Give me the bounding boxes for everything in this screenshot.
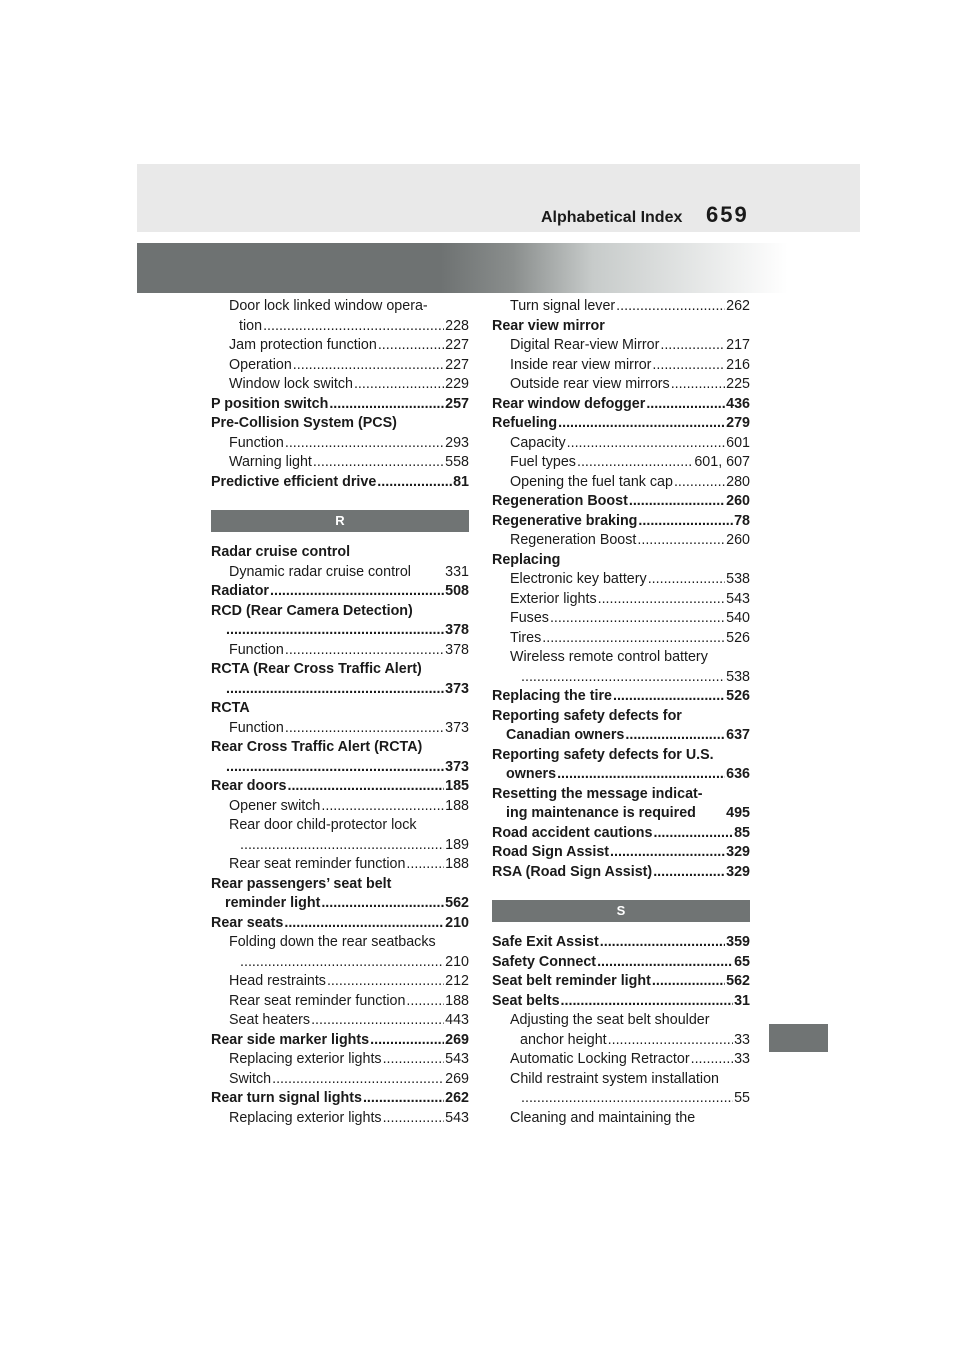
entry-text: Regeneration Boost [492, 493, 628, 509]
index-entry [211, 660, 469, 699]
index-entry [211, 395, 469, 415]
leader-dots [284, 914, 444, 934]
index-subentry [492, 590, 750, 610]
entry-text: Door lock linked window opera- [229, 298, 428, 314]
leader-dots [226, 758, 444, 778]
entry-text: Window lock switch [229, 376, 353, 392]
leader-dots [610, 843, 725, 863]
index-subentry [492, 648, 750, 687]
index-entry [492, 512, 750, 532]
leader-dots [542, 629, 725, 649]
page-ref[interactable]: 540 [726, 610, 750, 626]
entry-text: Adjusting the seat belt shoulder [510, 1012, 710, 1028]
index-entry [211, 414, 469, 434]
page-ref[interactable]: 637 [726, 727, 750, 743]
leader-dots [378, 336, 444, 356]
page-ref[interactable]: 538 [726, 668, 750, 685]
index-entry [492, 395, 750, 415]
index-entry [492, 707, 750, 746]
leader-dots [285, 719, 444, 739]
section-header-s: S [492, 900, 750, 922]
entry-text: Switch [229, 1070, 272, 1087]
index-entry [492, 953, 750, 973]
page-ref[interactable]: 280 [726, 473, 750, 490]
index-entry [211, 602, 469, 641]
page-ref[interactable]: 269 [445, 1031, 469, 1048]
entry-text: Tires [510, 629, 542, 646]
entry-text: Outside rear view mirrors [510, 376, 670, 392]
page-ref[interactable]: 229 [445, 376, 469, 392]
page-ref[interactable]: 257 [445, 395, 469, 412]
index-subentry [492, 609, 750, 629]
index-entry [492, 746, 750, 785]
leader-dots [383, 1109, 445, 1129]
index-entry [211, 875, 469, 914]
index-entry [211, 473, 469, 493]
page-ref[interactable]: 538 [726, 571, 750, 587]
page-ref[interactable]: 210 [445, 953, 469, 970]
leader-dots [629, 492, 725, 512]
index-entry [492, 414, 750, 434]
entry-text: Opener switch [229, 797, 321, 814]
page-ref[interactable]: 262 [445, 1090, 469, 1106]
entry-text: Operation [229, 356, 292, 373]
page-ref[interactable]: 81 [453, 473, 469, 490]
entry-text: ing maintenance is required [506, 805, 696, 821]
index-subentry [211, 563, 469, 583]
index-subentry [492, 1011, 750, 1050]
entry-text: Warning light [229, 454, 312, 470]
entry-text: RSA (Road Sign Assist) [492, 863, 653, 880]
page-ref[interactable]: 359 [726, 934, 750, 950]
entry-text: Head restraints [229, 973, 326, 989]
page-ref[interactable]: 601 [726, 434, 750, 451]
entry-text: Turn signal lever [510, 298, 616, 314]
entry-text: Replacing the tire [492, 688, 612, 704]
index-entry [492, 785, 750, 824]
page-ref[interactable]: 185 [445, 778, 469, 794]
index-entry [492, 824, 750, 844]
entry-text: Safe Exit Assist [492, 934, 599, 950]
page-ref[interactable]: 373 [445, 719, 469, 736]
index-subentry [211, 1050, 469, 1070]
entry-text: anchor height [520, 1031, 607, 1048]
leader-dots [287, 777, 444, 797]
page-ref[interactable]: 562 [445, 895, 469, 911]
entry-text: Rear seats [211, 914, 284, 931]
entry-text: Cleaning and maintaining the [510, 1109, 696, 1126]
page-ref[interactable]: 543 [445, 1109, 469, 1126]
page-title: Alphabetical Index [541, 209, 683, 226]
entry-text: Refueling [492, 415, 558, 431]
page-ref[interactable]: 210 [445, 914, 469, 931]
index-entry [492, 972, 750, 992]
leader-dots [671, 375, 725, 395]
leader-dots [321, 797, 444, 817]
entry-text: Wireless remote control battery [510, 649, 708, 665]
leader-dots [327, 972, 444, 992]
leader-dots [561, 992, 734, 1012]
page-ref[interactable]: 33 [734, 1051, 750, 1067]
entry-text: Pre-Collision System (PCS) [211, 415, 397, 431]
index-subentry [211, 641, 469, 661]
section-thumb-tab [769, 1024, 828, 1052]
page-ref[interactable]: 331 [445, 563, 469, 580]
index-subentry [211, 1070, 469, 1090]
index-subentry [211, 1109, 469, 1129]
index-subentry [492, 453, 750, 473]
entry-text: Fuel types [510, 454, 576, 470]
page-ref[interactable]: 293 [445, 434, 469, 451]
entry-text: Rear view mirror [492, 317, 605, 334]
page-ref[interactable]: 262 [726, 298, 750, 314]
index-subentry [492, 297, 750, 317]
entry-text: Reporting safety defects for [492, 707, 682, 724]
index-entry [492, 933, 750, 953]
index-entry [211, 914, 469, 934]
index-entry [211, 738, 469, 777]
entry-text: Radar cruise control [211, 544, 351, 560]
leader-dots [597, 953, 733, 973]
entry-text: Resetting the message indicat- [492, 785, 703, 802]
entry-text: Electronic key battery [510, 571, 647, 587]
entry-text: Rear doors [211, 778, 287, 794]
leader-dots [674, 473, 725, 493]
leader-dots [637, 531, 725, 551]
entry-text: Seat belts [492, 992, 560, 1009]
page-ref[interactable]: 436 [726, 395, 750, 412]
leader-dots [240, 953, 444, 973]
leader-dots [263, 317, 444, 337]
index-subentry [211, 797, 469, 817]
index-entry [211, 1089, 469, 1109]
index-subentry [492, 1050, 750, 1070]
entry-text: Reporting safety defects for U.S. [492, 746, 714, 763]
index-subentry [211, 972, 469, 992]
page-ref[interactable]: 373 [445, 680, 469, 697]
entry-text: P position switch [211, 395, 329, 412]
leader-dots [652, 356, 725, 376]
index-subentry [211, 453, 469, 473]
index-subentry [211, 719, 469, 739]
page-ref[interactable]: 260 [726, 532, 750, 548]
page-ref[interactable]: 31 [734, 992, 750, 1009]
page-ref[interactable]: 260 [726, 493, 750, 509]
entry-text: Rear seat reminder function [229, 856, 406, 872]
leader-dots [370, 1031, 444, 1051]
page-ref[interactable]: 217 [726, 337, 750, 353]
leader-dots [406, 855, 444, 875]
entry-text: Rear door child-protector lock [229, 817, 417, 833]
leader-dots [653, 863, 725, 883]
entry-text: Folding down the rear seatbacks [229, 934, 436, 950]
entry-text: Regeneration Boost [510, 532, 637, 548]
page-ref[interactable]: 329 [726, 844, 750, 860]
page-ref[interactable]: 558 [445, 454, 469, 470]
entry-text: RCTA [211, 700, 250, 716]
leader-dots [311, 1011, 444, 1031]
page-ref[interactable]: 188 [445, 856, 469, 872]
entry-text: Rear window defogger [492, 395, 646, 412]
entry-text: Predictive efficient drive [211, 473, 377, 490]
leader-dots [226, 621, 444, 641]
page-ref[interactable]: 65 [734, 953, 750, 970]
index-entry [492, 863, 750, 883]
entry-text: Road Sign Assist [492, 844, 610, 860]
leader-dots [321, 894, 444, 914]
leader-dots [600, 933, 725, 953]
index-entry [211, 777, 469, 797]
entry-text: Capacity [510, 434, 566, 451]
entry-text: Jam protection function [229, 337, 377, 353]
leader-dots [313, 453, 444, 473]
entry-text: RCD (Rear Camera Detection) [211, 602, 413, 619]
leader-dots [653, 824, 733, 844]
page-ref[interactable]: 85 [734, 824, 750, 841]
entry-text: Inside rear view mirror [510, 356, 652, 373]
index-entry [211, 582, 469, 602]
header-panel [137, 164, 860, 232]
index-subentry [492, 570, 750, 590]
index-subentry [211, 816, 469, 855]
entry-text: Radiator [211, 583, 269, 599]
entry-text: reminder light [225, 895, 321, 911]
entry-text: Automatic Locking Retractor [510, 1051, 690, 1067]
index-subentry [211, 356, 469, 376]
leader-dots [354, 375, 444, 395]
leader-dots [270, 582, 444, 602]
page-ref[interactable]: 443 [445, 1012, 469, 1028]
entry-text: Seat heaters [229, 1012, 311, 1028]
leader-dots [226, 680, 444, 700]
index-subentry [211, 855, 469, 875]
page-ref[interactable]: 189 [445, 836, 469, 853]
page-ref[interactable]: 227 [445, 337, 469, 353]
leader-dots [660, 336, 725, 356]
page-ref[interactable]: 636 [726, 766, 750, 782]
page-ref[interactable]: 378 [445, 641, 469, 658]
index-subentry [211, 336, 469, 356]
leader-dots [608, 1031, 733, 1051]
page-ref[interactable]: 508 [445, 583, 469, 599]
entry-text: Rear passengers’ seat belt [211, 875, 392, 892]
entry-text: Replacing exterior lights [229, 1051, 382, 1067]
leader-dots [377, 473, 452, 493]
entry-text: Function [229, 719, 284, 736]
page-ref[interactable]: 526 [726, 688, 750, 704]
index-subentry [492, 375, 750, 395]
leader-dots [363, 1089, 444, 1109]
page-ref[interactable]: 78 [734, 512, 750, 529]
index-subentry [492, 473, 750, 493]
leader-dots [383, 1050, 445, 1070]
page-ref[interactable]: 543 [726, 590, 750, 607]
entry-text: Function [229, 434, 284, 451]
page-ref[interactable]: 212 [445, 973, 469, 989]
page-ref[interactable]: 378 [445, 622, 469, 638]
leader-dots [646, 395, 725, 415]
index-column-right [492, 297, 750, 1128]
page-ref[interactable]: 33 [734, 1031, 750, 1048]
index-entry [492, 843, 750, 863]
entry-text: Opening the fuel tank cap [510, 473, 673, 490]
leader-dots [550, 609, 725, 629]
index-subentry [492, 1070, 750, 1109]
leader-dots [567, 434, 726, 454]
entry-text: tion [239, 317, 263, 334]
entry-text: Child restraint system installation [510, 1070, 719, 1087]
leader-dots [293, 356, 444, 376]
page-ref[interactable]: 188 [445, 992, 469, 1009]
entry-text: Rear side marker lights [211, 1031, 370, 1048]
page-ref[interactable]: 495 [726, 805, 750, 821]
leader-dots [272, 1070, 444, 1090]
leader-dots [616, 297, 725, 317]
index-entry [492, 687, 750, 707]
index-entry [492, 317, 750, 337]
index-subentry [492, 434, 750, 454]
page-ref[interactable]: 188 [445, 797, 469, 814]
page-ref[interactable]: 329 [726, 863, 750, 880]
entry-text: Canadian owners [506, 727, 625, 743]
entry-text: Regenerative braking [492, 512, 638, 529]
page-ref[interactable]: 55 [734, 1090, 750, 1106]
leader-dots [648, 570, 725, 590]
entry-text: Road accident cautions [492, 824, 653, 841]
page-ref[interactable]: 543 [445, 1051, 469, 1067]
entry-text: Safety Connect [492, 953, 597, 970]
leader-dots [557, 765, 725, 785]
index-subentry [211, 992, 469, 1012]
page-ref[interactable]: 227 [445, 356, 469, 373]
leader-dots [285, 434, 444, 454]
index-subentry [211, 434, 469, 454]
page-ref[interactable]: 228 [445, 317, 469, 334]
entry-text: Fuses [510, 610, 549, 626]
page-ref[interactable]: 562 [726, 973, 750, 989]
entry-text: Dynamic radar cruise control [229, 563, 411, 580]
entry-text: Seat belt reminder light [492, 973, 651, 989]
index-subentry [492, 1109, 750, 1129]
index-column-left [211, 297, 469, 1128]
entry-text: Replacing exterior lights [229, 1109, 382, 1126]
index-entry [211, 543, 469, 563]
index-entry [492, 492, 750, 512]
leader-dots [598, 590, 726, 610]
section-header-r: R [211, 510, 469, 532]
index-subentry [492, 531, 750, 551]
entry-text: Rear Cross Traffic Alert (RCTA) [211, 739, 423, 755]
index-subentry [211, 933, 469, 972]
leader-dots [638, 512, 733, 532]
index-subentry [492, 629, 750, 649]
leader-dots [285, 641, 444, 661]
leader-dots [613, 687, 725, 707]
page-ref[interactable]: 526 [726, 629, 750, 646]
index-entry [492, 992, 750, 1012]
index-entry [211, 699, 469, 719]
leader-dots [521, 668, 725, 688]
leader-dots [577, 453, 693, 473]
entry-text: Exterior lights [510, 590, 597, 607]
page-ref[interactable]: 279 [726, 415, 750, 431]
index-subentry [211, 1011, 469, 1031]
entry-text: Replacing [492, 551, 561, 568]
page-ref[interactable]: 373 [445, 758, 469, 775]
entry-text: Digital Rear-view Mirror [510, 337, 660, 353]
entry-text: Function [229, 641, 284, 658]
index-entry [211, 1031, 469, 1051]
leader-dots [329, 395, 444, 415]
leader-dots [625, 726, 725, 746]
header-banner [137, 243, 860, 293]
leader-dots [521, 1089, 733, 1109]
page-ref[interactable]: 225 [726, 376, 750, 392]
entry-text: RCTA (Rear Cross Traffic Alert) [211, 661, 422, 677]
page-ref[interactable]: 269 [445, 1070, 469, 1087]
index-subentry [211, 375, 469, 395]
page-ref[interactable]: 601, 607 [694, 454, 750, 470]
leader-dots [406, 992, 444, 1012]
leader-dots [652, 972, 725, 992]
page-ref[interactable]: 216 [726, 356, 750, 373]
leader-dots [558, 414, 725, 434]
leader-dots [691, 1050, 734, 1070]
index-subentry [492, 356, 750, 376]
entry-text: Rear seat reminder function [229, 992, 406, 1009]
index-entry [492, 551, 750, 571]
index-subentry [211, 297, 469, 336]
leader-dots [240, 836, 444, 856]
entry-text: Rear turn signal lights [211, 1090, 362, 1106]
index-subentry [492, 336, 750, 356]
entry-text: owners [506, 766, 557, 782]
page-number: 659 [706, 202, 749, 227]
